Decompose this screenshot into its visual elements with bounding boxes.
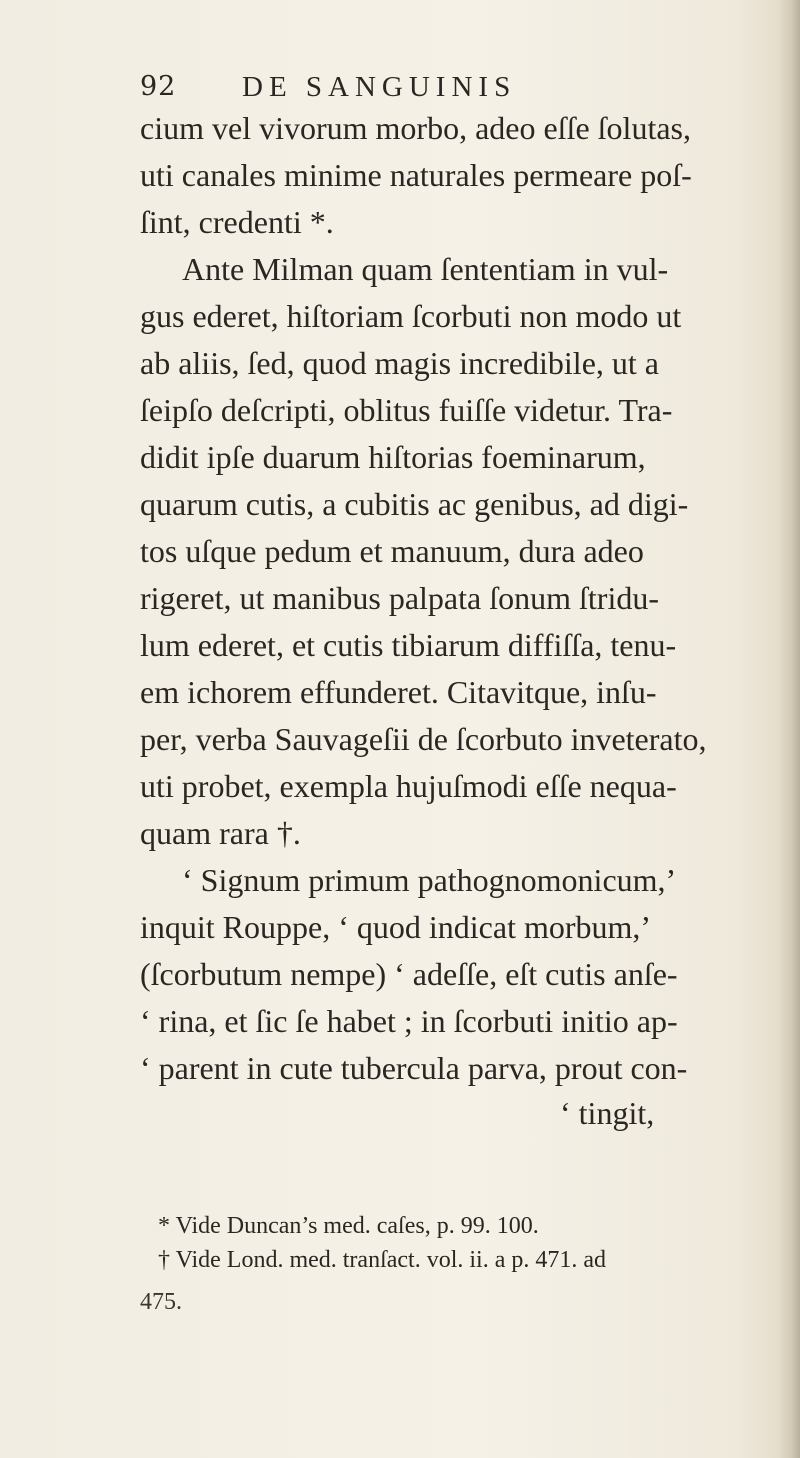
text-line: em ichorem effunderet. Citavitque, inſu- — [140, 674, 657, 710]
page-header — [140, 64, 660, 110]
text-line: lum ederet, et cutis tibiarum diffiſſa, tenu- — [140, 627, 677, 663]
page-number: 92 — [140, 71, 177, 102]
text-line: inquit Rouppe, ‘ quod indicat morbum,’ — [140, 909, 652, 945]
text-line: didit ipſe duarum hiſtorias foeminarum, — [140, 439, 646, 475]
running-head: DE SANGUINIS — [242, 71, 517, 103]
text-line: ab aliis, ſed, quod magis incredibile, ut a — [140, 345, 659, 381]
text-line: ſeipſo deſcripti, oblitus fuiſſe videtur. Tra- — [140, 392, 673, 428]
text-line: uti canales minime naturales permeare poſ- — [140, 157, 692, 193]
text-line: ‘ parent in cute tubercula parva, prout con- — [140, 1050, 688, 1086]
text-line: ‘ rina, et ſic ſe habet ; in ſcorbuti initio ap- — [140, 1003, 678, 1039]
text-line: uti probet, exempla hujuſmodi eſſe nequa- — [140, 768, 677, 804]
text-line: tos uſque pedum et manuum, dura adeo — [140, 533, 644, 569]
page-edge-shadow — [778, 0, 800, 1458]
text-line: per, verba Sauvageſii de ſcorbuto inveterato, — [140, 721, 707, 757]
text-line: cium vel vivorum morbo, adeo eſſe ſolutas, — [140, 110, 691, 146]
text-line: ſint, credenti *. — [140, 204, 334, 240]
text-line: rigeret, ut manibus palpata ſonum ſtridu- — [140, 580, 659, 616]
text-line: gus ederet, hiſtoriam ſcorbuti non modo ut — [140, 298, 682, 334]
signature-mark: 475. — [140, 1289, 182, 1315]
text-line: quam rara †. — [140, 815, 301, 851]
footnote: * Vide Duncan’s med. caſes, p. 99. 100. — [158, 1213, 539, 1239]
text-line: Ante Milman quam ſententiam in vul- — [182, 251, 669, 287]
catchword: ‘ tingit, — [560, 1095, 655, 1131]
footnote: † Vide Lond. med. tranſact. vol. ii. a p. 471. ad — [158, 1247, 607, 1273]
text-line: ‘ Signum primum pathognomonicum,’ — [182, 862, 677, 898]
text-line: quarum cutis, a cubitis ac genibus, ad digi- — [140, 486, 689, 522]
text-line: (ſcorbutum nempe) ‘ adeſſe, eſt cutis anſe- — [140, 956, 678, 992]
